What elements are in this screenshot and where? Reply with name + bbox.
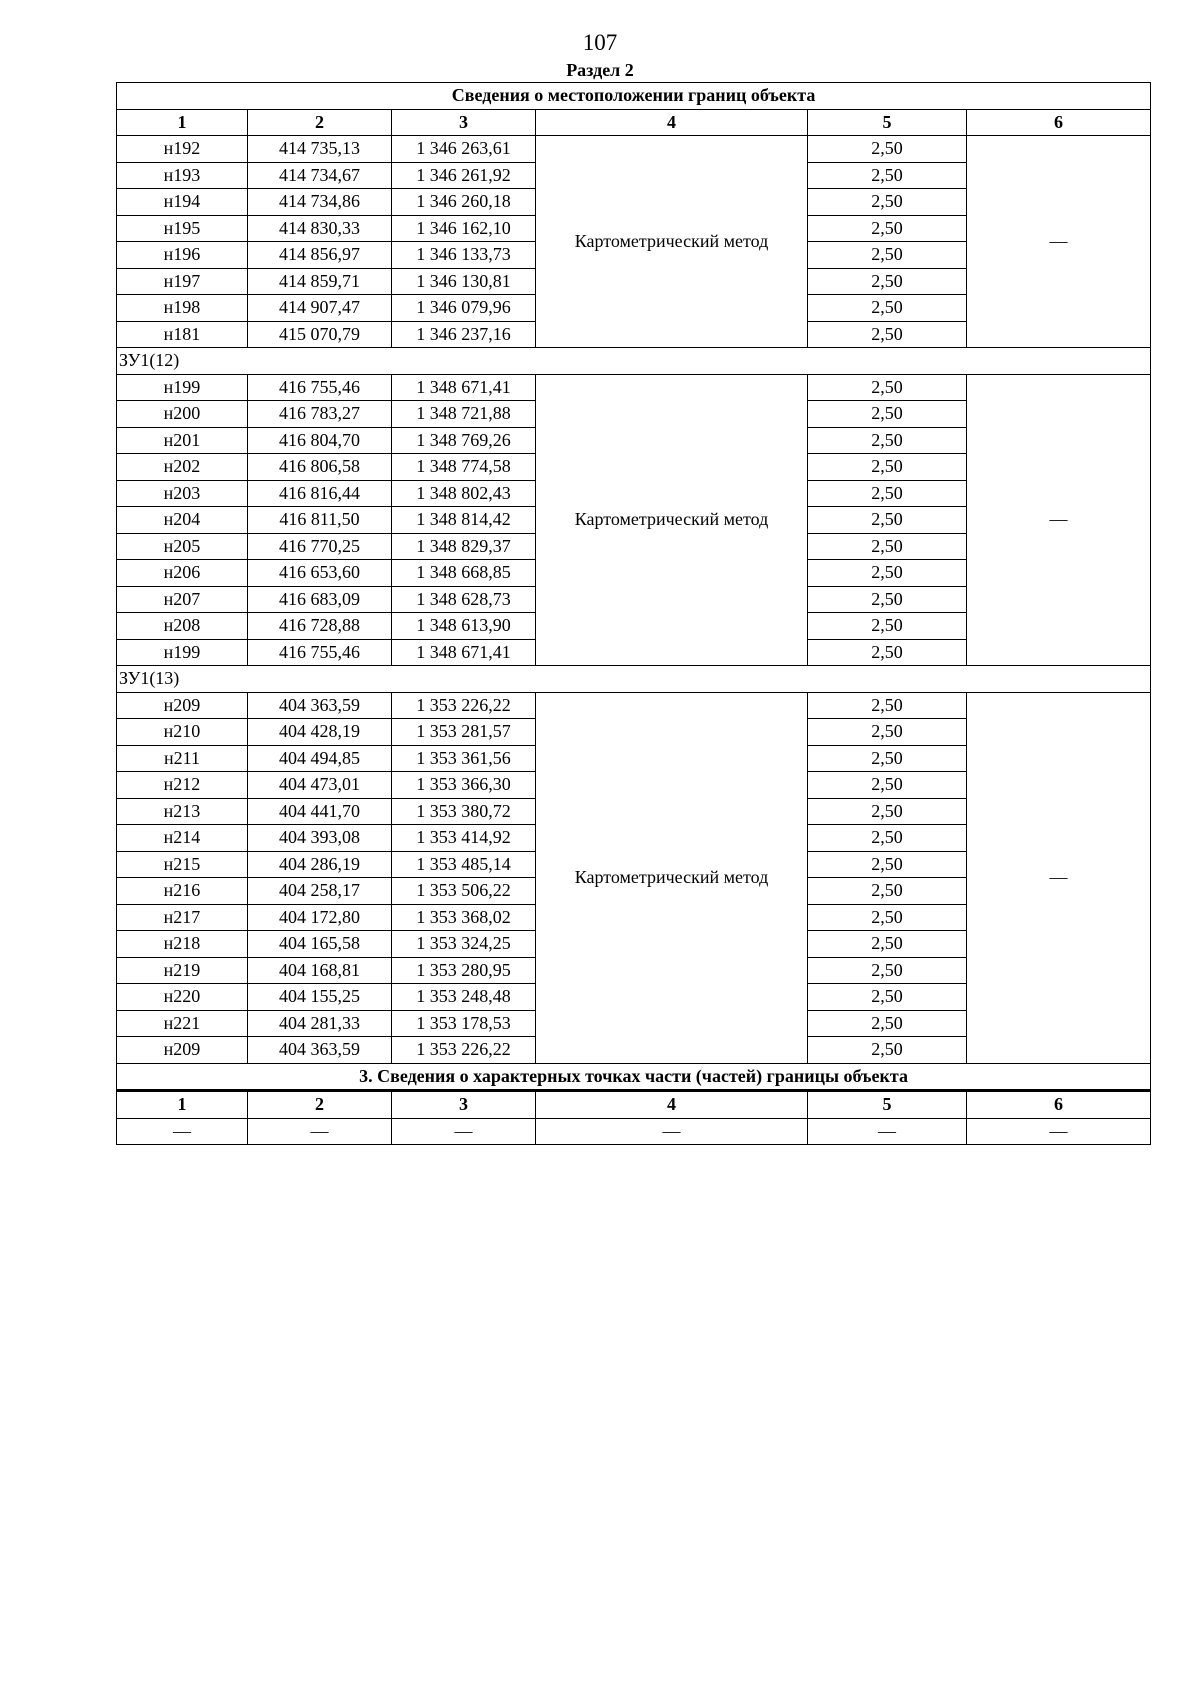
accuracy-value: 2,50	[808, 321, 967, 348]
accuracy-value: 2,50	[808, 745, 967, 772]
point-name: н197	[117, 268, 248, 295]
point-name: н207	[117, 586, 248, 613]
section3-column-header: 5	[808, 1091, 967, 1119]
section3-column-header: 2	[248, 1091, 392, 1119]
table-row	[117, 692, 1151, 719]
coord-y: 1 348 721,88	[392, 401, 536, 428]
section3-title-row	[117, 1063, 1151, 1091]
point-name: н194	[117, 189, 248, 216]
coord-x: 404 168,81	[248, 957, 392, 984]
accuracy-value: 2,50	[808, 984, 967, 1011]
page-number: 107	[582, 30, 618, 55]
coord-y: 1 348 829,37	[392, 533, 536, 560]
section3-column-header: 6	[967, 1091, 1151, 1119]
coord-y: 1 346 261,92	[392, 162, 536, 189]
coord-y: 1 348 671,41	[392, 374, 536, 401]
col6-cell: —	[967, 136, 1151, 348]
coord-x: 404 165,58	[248, 931, 392, 958]
accuracy-value: 2,50	[808, 798, 967, 825]
point-name: н200	[117, 401, 248, 428]
coord-x: 404 258,17	[248, 878, 392, 905]
coord-x: 414 907,47	[248, 295, 392, 322]
coord-x: 404 494,85	[248, 745, 392, 772]
point-name: н220	[117, 984, 248, 1011]
group-row	[117, 666, 1151, 693]
accuracy-value: 2,50	[808, 586, 967, 613]
coord-x: 416 783,27	[248, 401, 392, 428]
point-name: н218	[117, 931, 248, 958]
accuracy-value: 2,50	[808, 533, 967, 560]
point-name: н208	[117, 613, 248, 640]
coord-x: 416 653,60	[248, 560, 392, 587]
accuracy-value: 2,50	[808, 374, 967, 401]
coord-y: 1 346 079,96	[392, 295, 536, 322]
coord-x: 416 804,70	[248, 427, 392, 454]
coord-y: 1 346 263,61	[392, 136, 536, 163]
coord-y: 1 353 248,48	[392, 984, 536, 1011]
accuracy-value: 2,50	[808, 480, 967, 507]
coord-y: 1 353 178,53	[392, 1010, 536, 1037]
accuracy-value: 2,50	[808, 1010, 967, 1037]
accuracy-value: 2,50	[808, 507, 967, 534]
section3-empty-cell: —	[392, 1118, 536, 1145]
coord-x: 416 755,46	[248, 374, 392, 401]
coord-x: 416 816,44	[248, 480, 392, 507]
coord-y: 1 353 226,22	[392, 692, 536, 719]
coord-y: 1 353 361,56	[392, 745, 536, 772]
accuracy-value: 2,50	[808, 162, 967, 189]
accuracy-value: 2,50	[808, 1037, 967, 1064]
accuracy-value: 2,50	[808, 692, 967, 719]
section3-empty-cell: —	[967, 1118, 1151, 1145]
table-row	[117, 136, 1151, 163]
table-title: Сведения о местоположении границ объекта	[117, 83, 1151, 110]
accuracy-value: 2,50	[808, 189, 967, 216]
coord-y: 1 346 260,18	[392, 189, 536, 216]
accuracy-value: 2,50	[808, 639, 967, 666]
coord-x: 404 428,19	[248, 719, 392, 746]
table-row	[117, 374, 1151, 401]
coord-x: 404 363,59	[248, 692, 392, 719]
coord-y: 1 353 324,25	[392, 931, 536, 958]
point-name: н195	[117, 215, 248, 242]
coord-y: 1 348 774,58	[392, 454, 536, 481]
coord-y: 1 346 133,73	[392, 242, 536, 269]
coord-x: 414 734,67	[248, 162, 392, 189]
point-name: н216	[117, 878, 248, 905]
section3-empty-cell: —	[536, 1118, 808, 1145]
coord-x: 416 728,88	[248, 613, 392, 640]
point-name: н214	[117, 825, 248, 852]
coord-x: 416 683,09	[248, 586, 392, 613]
accuracy-value: 2,50	[808, 454, 967, 481]
point-name: н210	[117, 719, 248, 746]
coord-y: 1 346 162,10	[392, 215, 536, 242]
boundary-table	[116, 82, 1151, 1145]
point-name: н181	[117, 321, 248, 348]
section3-title: 3. Сведения о характерных точках части (частей) границы объекта	[117, 1063, 1151, 1091]
coord-y: 1 353 281,57	[392, 719, 536, 746]
accuracy-value: 2,50	[808, 878, 967, 905]
coord-y: 1 353 380,72	[392, 798, 536, 825]
coord-x: 415 070,79	[248, 321, 392, 348]
accuracy-value: 2,50	[808, 268, 967, 295]
coord-y: 1 346 237,16	[392, 321, 536, 348]
point-name: н213	[117, 798, 248, 825]
coord-y: 1 348 802,43	[392, 480, 536, 507]
coord-y: 1 348 613,90	[392, 613, 536, 640]
col6-cell: —	[967, 374, 1151, 666]
accuracy-value: 2,50	[808, 215, 967, 242]
coord-x: 416 806,58	[248, 454, 392, 481]
coord-y: 1 353 368,02	[392, 904, 536, 931]
coord-x: 416 755,46	[248, 639, 392, 666]
accuracy-value: 2,50	[808, 719, 967, 746]
point-name: н205	[117, 533, 248, 560]
coord-x: 404 286,19	[248, 851, 392, 878]
point-name: н209	[117, 1037, 248, 1064]
coord-x: 416 770,25	[248, 533, 392, 560]
coord-y: 1 346 130,81	[392, 268, 536, 295]
point-name: н204	[117, 507, 248, 534]
accuracy-value: 2,50	[808, 904, 967, 931]
point-name: н219	[117, 957, 248, 984]
section3-column-header: 4	[536, 1091, 808, 1119]
accuracy-value: 2,50	[808, 613, 967, 640]
coord-x: 404 393,08	[248, 825, 392, 852]
method-cell: Картометрический метод	[536, 136, 808, 348]
group-label: ЗУ1(13)	[117, 666, 1151, 693]
coord-y: 1 353 485,14	[392, 851, 536, 878]
coord-y: 1 353 506,22	[392, 878, 536, 905]
point-name: н199	[117, 639, 248, 666]
point-name: н211	[117, 745, 248, 772]
accuracy-value: 2,50	[808, 931, 967, 958]
point-name: н215	[117, 851, 248, 878]
coord-x: 404 363,59	[248, 1037, 392, 1064]
section3-column-header: 1	[117, 1091, 248, 1119]
column-header-row	[117, 109, 1151, 136]
coord-x: 404 473,01	[248, 772, 392, 799]
point-name: н217	[117, 904, 248, 931]
accuracy-value: 2,50	[808, 825, 967, 852]
point-name: н198	[117, 295, 248, 322]
accuracy-value: 2,50	[808, 242, 967, 269]
section3-header-row	[117, 1091, 1151, 1119]
column-header: 3	[392, 109, 536, 136]
accuracy-value: 2,50	[808, 427, 967, 454]
section3-column-header: 3	[392, 1091, 536, 1119]
accuracy-value: 2,50	[808, 772, 967, 799]
point-name: н196	[117, 242, 248, 269]
coord-x: 404 441,70	[248, 798, 392, 825]
section3-empty-cell: —	[808, 1118, 967, 1145]
accuracy-value: 2,50	[808, 136, 967, 163]
section3-empty-row	[117, 1118, 1151, 1145]
point-name: н192	[117, 136, 248, 163]
accuracy-value: 2,50	[808, 560, 967, 587]
section3-empty-cell: —	[117, 1118, 248, 1145]
method-cell: Картометрический метод	[536, 374, 808, 666]
table-title-row	[117, 83, 1151, 110]
point-name: н206	[117, 560, 248, 587]
coord-y: 1 353 280,95	[392, 957, 536, 984]
coord-y: 1 348 628,73	[392, 586, 536, 613]
coord-x: 414 856,97	[248, 242, 392, 269]
point-name: н193	[117, 162, 248, 189]
column-header: 6	[967, 109, 1151, 136]
point-name: н212	[117, 772, 248, 799]
column-header: 4	[536, 109, 808, 136]
section-title: Раздел 2	[566, 60, 634, 80]
coord-x: 414 859,71	[248, 268, 392, 295]
coord-x: 414 830,33	[248, 215, 392, 242]
point-name: н209	[117, 692, 248, 719]
column-header: 5	[808, 109, 967, 136]
coord-x: 404 155,25	[248, 984, 392, 1011]
coord-x: 414 735,13	[248, 136, 392, 163]
point-name: н199	[117, 374, 248, 401]
section3-empty-cell: —	[248, 1118, 392, 1145]
coord-y: 1 348 671,41	[392, 639, 536, 666]
coord-x: 404 281,33	[248, 1010, 392, 1037]
accuracy-value: 2,50	[808, 851, 967, 878]
column-header: 1	[117, 109, 248, 136]
group-label: ЗУ1(12)	[117, 348, 1151, 375]
point-name: н221	[117, 1010, 248, 1037]
column-header: 2	[248, 109, 392, 136]
accuracy-value: 2,50	[808, 401, 967, 428]
coord-x: 416 811,50	[248, 507, 392, 534]
coord-x: 414 734,86	[248, 189, 392, 216]
coord-y: 1 353 414,92	[392, 825, 536, 852]
coord-y: 1 353 366,30	[392, 772, 536, 799]
accuracy-value: 2,50	[808, 957, 967, 984]
group-row	[117, 348, 1151, 375]
point-name: н203	[117, 480, 248, 507]
coord-y: 1 348 769,26	[392, 427, 536, 454]
coord-y: 1 348 668,85	[392, 560, 536, 587]
accuracy-value: 2,50	[808, 295, 967, 322]
point-name: н202	[117, 454, 248, 481]
point-name: н201	[117, 427, 248, 454]
coord-x: 404 172,80	[248, 904, 392, 931]
coord-y: 1 353 226,22	[392, 1037, 536, 1064]
method-cell: Картометрический метод	[536, 692, 808, 1063]
coord-y: 1 348 814,42	[392, 507, 536, 534]
col6-cell: —	[967, 692, 1151, 1063]
